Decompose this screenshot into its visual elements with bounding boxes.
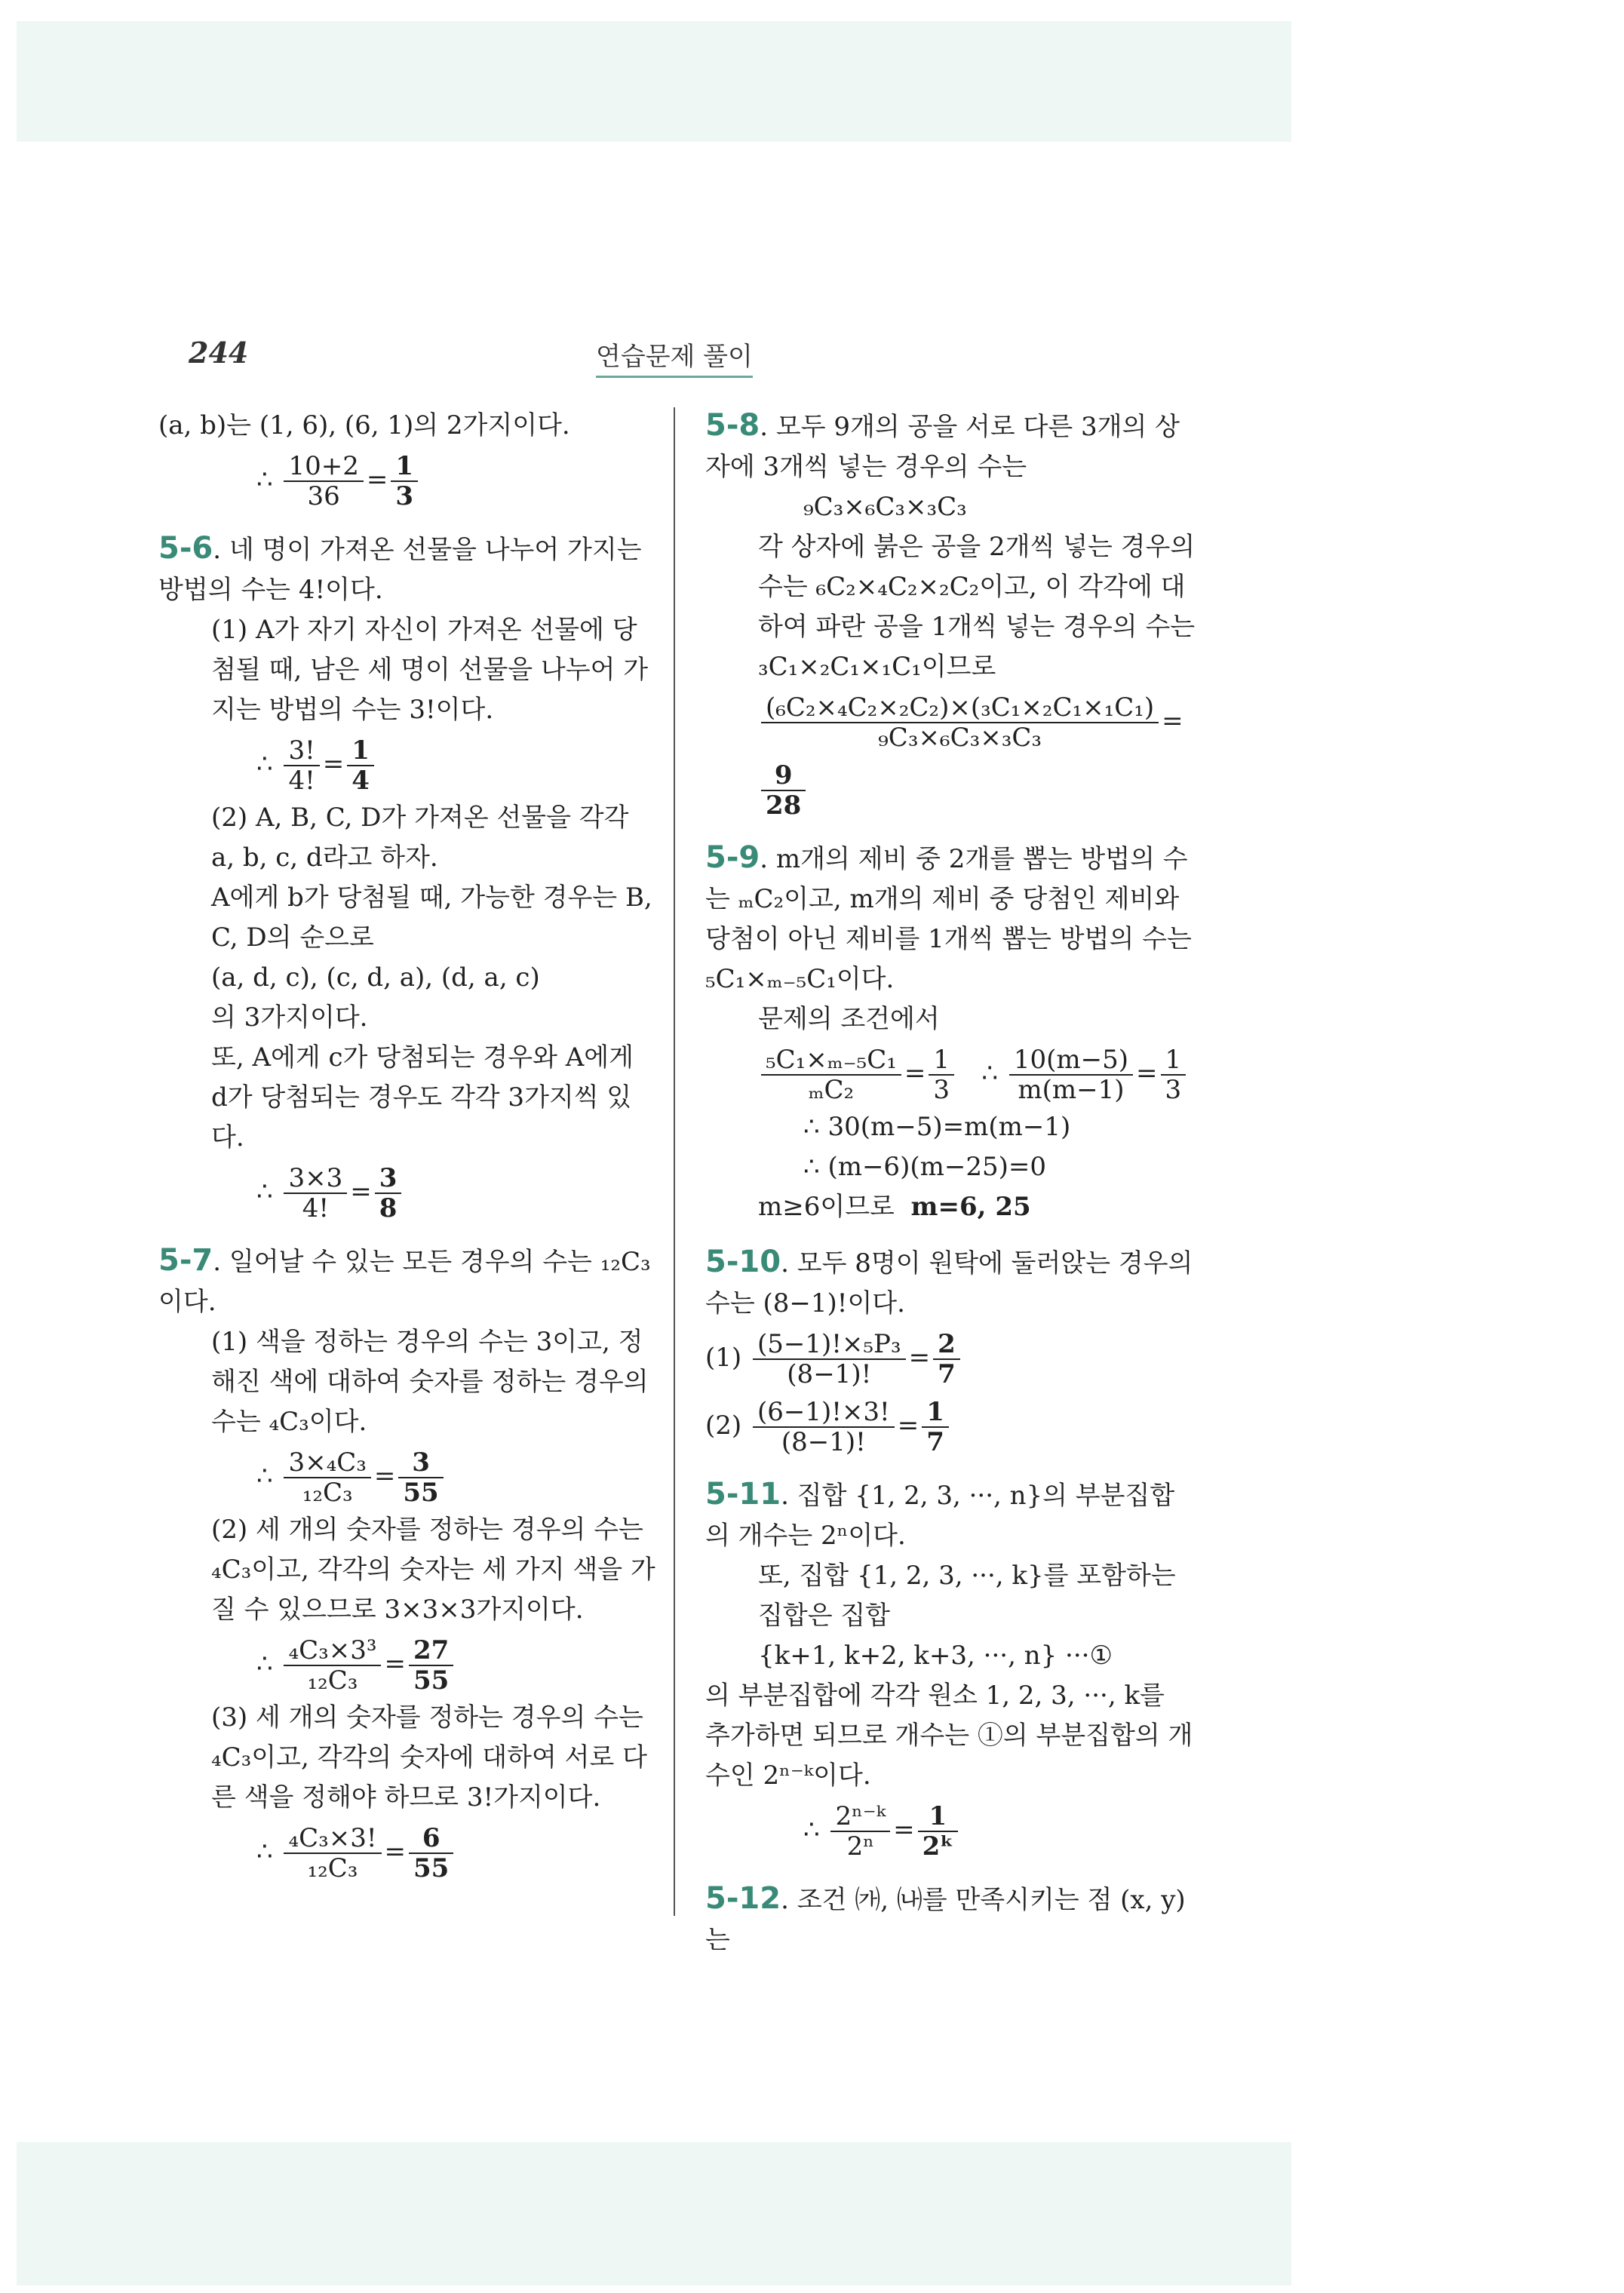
fraction [284,1164,347,1223]
result-fraction [922,1398,949,1457]
intro-equation [158,446,656,514]
numerator: 6 [409,1824,453,1854]
page-title: 연습문제 풀이 [596,336,753,378]
denominator: 55 [413,1853,450,1883]
equation [705,1796,1196,1864]
numerator: 1 [391,452,418,482]
sub-1: (1) 색을 정하는 경우의 수는 3이고, 정해진 색에 대하여 숫자를 정하는 경우의 수는 ₄C₃이다. [211,1327,649,1437]
numerator: 1 [929,1045,954,1076]
answer-condition: m≥6이므로 [758,1192,895,1222]
numerator: 3 [375,1164,402,1194]
therefore-symbol: ∴ [256,1837,273,1867]
result-fraction [1161,1045,1187,1104]
numerator: ₄C₃×3! [284,1824,381,1854]
denominator: 55 [413,1665,450,1696]
explanation: 또, 집합 {1, 2, 3, ···, k}를 포함하는 집합은 집합 [758,1561,1176,1631]
equals-sign: = [904,1058,926,1088]
equals-sign: = [350,1177,372,1207]
equation [158,1442,656,1510]
equation [158,1630,656,1698]
result-fraction [347,736,374,795]
problem-5-10 [705,1242,1196,1324]
problem-number: 5-6 [158,531,213,566]
problem-5-12 [705,1879,1196,1960]
explanation: 각 상자에 붉은 공을 2개씩 넣는 경우의 수는 ₆C₂×₄C₂×₂C₂이고, 이 각각에 대하여 파란 공을 1개씩 넣는 경우의 수는 ₃C₁×₂C₁×₁C₁이므로 [758,532,1196,682]
problem-number: 5-10 [705,1245,781,1279]
problem-5-11 [705,1475,1196,1556]
equals-sign: = [908,1343,931,1373]
page-number: 244 [189,336,249,370]
problem-number: 5-9 [705,840,760,875]
therefore-symbol: ∴ [256,465,273,495]
fraction [753,1398,895,1457]
numerator: ₄C₃×3³ [284,1636,381,1666]
numerator: 9 [761,761,806,791]
equals-sign: = [384,1837,407,1867]
fraction [284,1448,370,1507]
sub-2-count: 의 3가지이다. [211,1002,368,1033]
equals-sign: = [322,749,345,779]
denominator: ₘC₂ [808,1075,855,1105]
therefore-symbol: ∴ [803,1815,820,1845]
denominator: (8−1)! [781,1427,866,1457]
denominator: 4! [302,1193,329,1223]
denominator: ₁₂C₃ [302,1478,353,1508]
numerator: 2ⁿ⁻ᵏ [830,1802,890,1832]
equation [705,1324,1196,1392]
sub-label: (2) [705,1410,742,1441]
sub-1: (1) A가 자기 자신이 가져온 선물에 당첨될 때, 남은 세 명이 선물을 나누어 가지는 방법의 수는 3!이다. [211,615,649,725]
problem-number: 5-7 [158,1243,213,1278]
bottom-color-band [17,2142,1291,2285]
denominator: 36 [307,481,340,511]
numerator: 3×3 [284,1164,347,1194]
numerator: 1 [347,736,374,766]
equals-sign: = [893,1815,915,1845]
result-fraction [761,761,806,820]
equation [705,1392,1196,1460]
numerator: ₅C₁×ₘ₋₅C₁ [761,1045,901,1076]
denominator: 7 [926,1427,944,1457]
expression: ₉C₃×₆C₃×₃C₃ [803,492,967,522]
sub-2: (2) A, B, C, D가 가져온 선물을 각각 a, b, c, d라고 하자. [211,803,629,873]
denominator: 3 [1165,1075,1182,1105]
step-line: ∴ 30(m−5)=m(m−1) [803,1112,1071,1142]
denominator: ₉C₃×₆C₃×₃C₃ [878,723,1042,753]
equals-sign: = [1162,706,1183,736]
top-color-band [17,21,1291,142]
problem-5-6 [158,529,656,610]
result-fraction [398,1448,443,1507]
therefore-symbol: ∴ [256,1177,273,1207]
fraction [284,1636,381,1695]
numerator: 3×₄C₃ [284,1448,370,1478]
problem-5-9 [705,838,1196,999]
therefore-symbol: ∴ [256,749,273,779]
problem-text: . 일어날 수 있는 모든 경우의 수는 ₁₂C₃이다. [158,1247,651,1317]
equation [158,1158,656,1226]
fraction [753,1330,906,1389]
denominator: ₁₂C₃ [307,1665,358,1696]
answer-line [705,1187,1196,1227]
fraction [1009,1045,1133,1104]
numerator: (₆C₂×₄C₂×₂C₂)×(₃C₁×₂C₁×₁C₁) [761,693,1159,723]
fraction [761,1045,901,1104]
equation [705,687,1196,823]
problem-text: . 집합 {1, 2, 3, ···, n}의 부분집합의 개수는 2ⁿ이다. [705,1481,1175,1551]
denominator: (8−1)! [787,1359,872,1389]
problem-number: 5-8 [705,408,760,443]
denominator: 7 [938,1359,956,1389]
result-fraction [929,1045,954,1104]
equals-sign: = [373,1461,396,1491]
equals-sign: = [1136,1058,1158,1088]
numerator: 10+2 [284,452,363,482]
result-fraction [409,1636,453,1695]
denominator: m(m−1) [1018,1075,1125,1105]
fraction [284,1824,381,1883]
problem-5-8 [705,406,1196,487]
equals-sign: = [897,1410,919,1441]
equation [158,1818,656,1886]
problem-text: . 네 명이 가져온 선물을 나누어 가지는 방법의 수는 4!이다. [158,535,642,605]
equals-sign: = [384,1649,406,1679]
problem-text: . 조건 ㈎, ㈏를 만족시키는 점 (x, y)는 [705,1885,1186,1955]
sub-2: (2) 세 개의 숫자를 정하는 경우의 수는 ₄C₃이고, 각각의 숫자는 세 가지 색을 가질 수 있으므로 3×3×3가지이다. [211,1515,655,1625]
denominator: 4 [352,766,370,796]
numerator: (6−1)!×3! [753,1398,895,1428]
numerator: 3! [284,736,319,766]
explanation: 의 부분집합에 각각 원소 1, 2, 3, ···, k를 추가하면 되므로 개수는 ①의 부분집합의 개수인 2ⁿ⁻ᵏ이다. [705,1681,1193,1791]
problem-text: . m개의 제비 중 2개를 뽑는 방법의 수는 ₘC₂이고, m개의 제비 중 당첨인 제비와 당첨이 아닌 제비를 1개씩 뽑는 방법의 수는 ₅C₁×ₘ₋₅C₁이다. [705,844,1192,994]
fraction [284,736,319,795]
column-divider [674,407,675,1916]
fraction [830,1802,890,1861]
sub-3: (3) 세 개의 숫자를 정하는 경우의 수는 ₄C₃이고, 각각의 숫자에 대하여 서로 다른 색을 정해야 하므로 3!가지이다. [211,1702,647,1813]
problem-number: 5-12 [705,1881,781,1916]
fraction [761,693,1159,752]
numerator: 27 [409,1636,453,1666]
intro-line: (a, b)는 (1, 6), (6, 1)의 2가지이다. [158,410,570,440]
denominator: 3 [933,1075,950,1105]
result-fraction [391,452,418,511]
set-expression: {k+1, k+2, k+3, ···, n} ···① [758,1641,1113,1671]
sub-2-text: A에게 b가 당첨될 때, 가능한 경우는 B, C, D의 순으로 [211,883,652,953]
denominator: 28 [766,790,802,821]
sub-2-more: 또, A에게 c가 당첨되는 경우와 A에게 d가 당첨되는 경우도 각각 3가지씩 있다. [211,1042,634,1153]
denominator: 55 [403,1478,439,1508]
answer: m=6, 25 [910,1192,1031,1222]
sub-label: (1) [705,1343,742,1373]
denominator: 8 [379,1193,398,1223]
therefore-symbol: ∴ [256,1649,273,1679]
problem-text: . 모두 9개의 공을 서로 다른 3개의 상자에 3개씩 넣는 경우의 수는 [705,412,1180,482]
problem-text: . 모두 8명이 원탁에 둘러앉는 경우의 수는 (8−1)!이다. [705,1248,1193,1318]
therefore-symbol: ∴ [981,1058,999,1088]
problem-number: 5-11 [705,1477,781,1512]
condition-line: 문제의 조건에서 [758,1004,940,1034]
result-fraction [933,1330,960,1389]
fraction [284,452,363,511]
therefore-symbol: ∴ [256,1461,273,1491]
denominator: 4! [288,766,315,796]
result-fraction [375,1164,402,1223]
numerator: 1 [918,1802,958,1832]
denominator: ₁₂C₃ [307,1853,358,1883]
equals-sign: = [366,465,388,495]
numerator: 3 [398,1448,443,1478]
denominator: 3 [395,481,414,511]
left-column [158,406,656,1886]
numerator: 10(m−5) [1009,1045,1133,1076]
equation [705,1039,1196,1107]
result-fraction [918,1802,958,1861]
denominator: 2ⁿ [846,1831,874,1862]
result-fraction [409,1824,453,1883]
numerator: (5−1)!×₅P₃ [753,1330,906,1360]
numerator: 2 [933,1330,960,1360]
problem-5-7 [158,1241,656,1322]
right-column [705,406,1196,1960]
step-line: ∴ (m−6)(m−25)=0 [803,1152,1046,1182]
sub-2-cases: (a, d, c), (c, d, a), (d, a, c) [211,962,540,993]
equation [158,730,656,798]
denominator: 2ᵏ [922,1831,954,1862]
numerator: 1 [922,1398,949,1428]
numerator: 1 [1161,1045,1187,1076]
